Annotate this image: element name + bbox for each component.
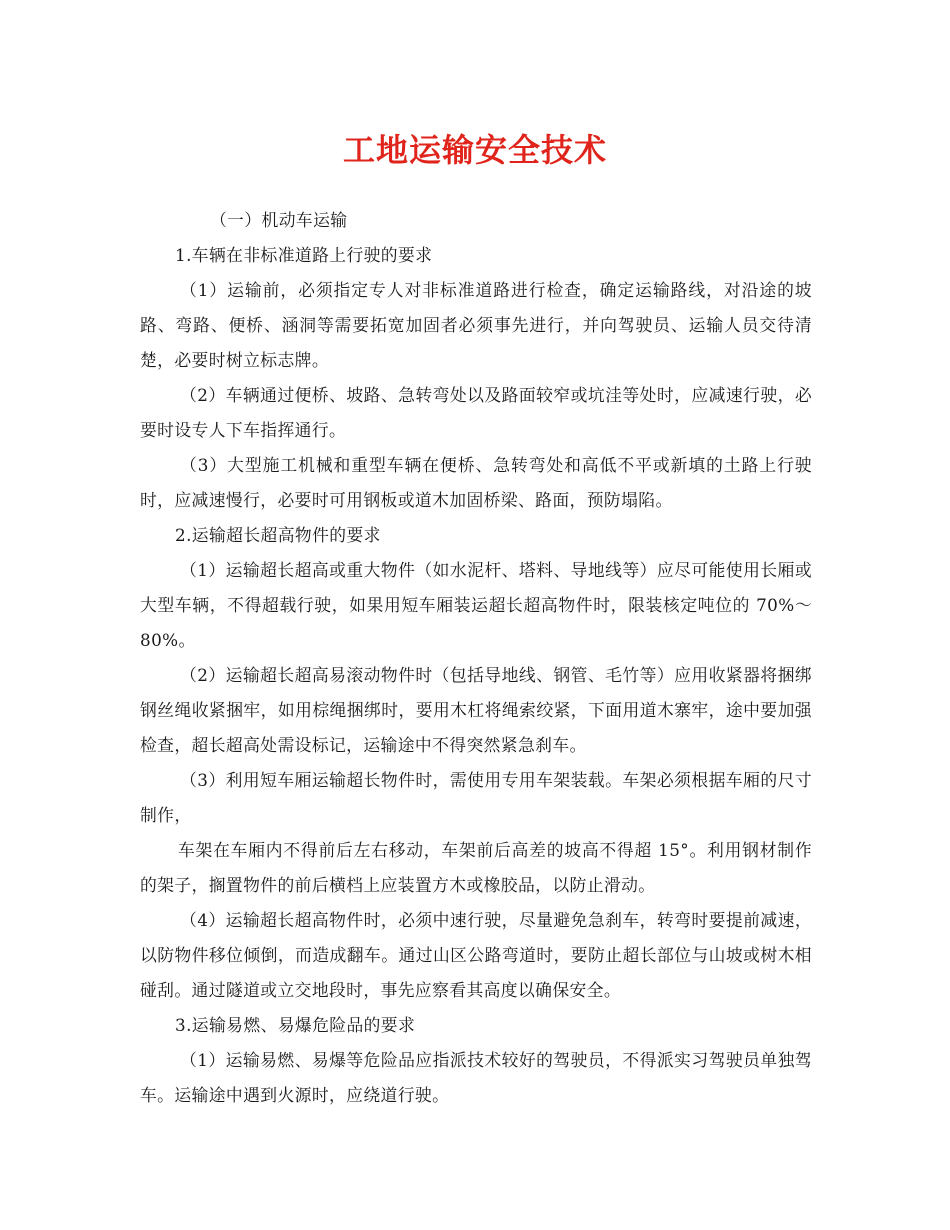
body-paragraph: （3）大型施工机械和重型车辆在便桥、急转弯处和高低不平或新填的土路上行驶时，应减速慢行，必要时可用钢板或道木加固桥梁、路面，预防塌陷。 [140,455,812,510]
document-title: 工地运输安全技术 [342,131,607,169]
body-paragraph: （1）运输前，必须指定专人对非标准道路进行检查，确定运输路线，对沿途的坡路、弯路、便桥、涵洞等需要拓宽加固者必须事先进行，并向驾驶员、运输人员交待清楚，必要时树立标志牌。 [140,280,812,370]
section-heading: （一）机动车运输 [210,210,348,230]
subsection-heading: 2.运输超长超高物件的要求 [175,525,381,545]
body-paragraph: （3）利用短车厢运输超长物件时，需使用专用车架装载。车架必须根据车厢的尺寸制作， [140,770,812,825]
body-paragraph: （1）运输超长超高或重大物件（如水泥杆、塔料、导地线等）应尽可能使用长厢或大型车辆，不得超载行驶，如果用短车厢装运超长超高物件时，限装核定吨位的 70%～80%。 [140,560,812,650]
body-paragraph: （1）运输易燃、易爆等危险品应指派技术较好的驾驶员，不得派实习驾驶员单独驾车。运输途中遇到火源时，应绕道行驶。 [140,1050,812,1105]
body-paragraph: （4）运输超长超高物件时，必须中速行驶，尽量避免急刹车，转弯时要提前减速，以防物件移位倾倒，而造成翻车。通过山区公路弯道时，要防止超长部位与山坡或树木相碰刮。通过隧道或立交地段时，事先应察看其高度以确保安全。 [140,910,812,1000]
subsection-heading: 1.车辆在非标准道路上行驶的要求 [175,245,433,265]
subsection-heading: 3.运输易燃、易爆危险品的要求 [175,1015,416,1035]
body-paragraph: 车架在车厢内不得前后左右移动，车架前后高差的坡高不得超 15°。利用钢材制作的架子，搁置物件的前后横档上应装置方木或橡胶品，以防止滑动。 [140,840,812,895]
body-paragraph: （2）运输超长超高易滚动物件时（包括导地线、钢管、毛竹等）应用收紧器将捆绑钢丝绳收紧捆牢，如用棕绳捆绑时，要用木杠将绳索绞紧，下面用道木寨牢，途中要加强检查，超长超高处需设标记，运输途中不得突然紧急刹车。 [140,665,812,755]
body-paragraph: （2）车辆通过便桥、坡路、急转弯处以及路面较窄或坑洼等处时，应减速行驶，必要时设专人下车指挥通行。 [140,385,812,440]
document-body [140,203,812,1113]
